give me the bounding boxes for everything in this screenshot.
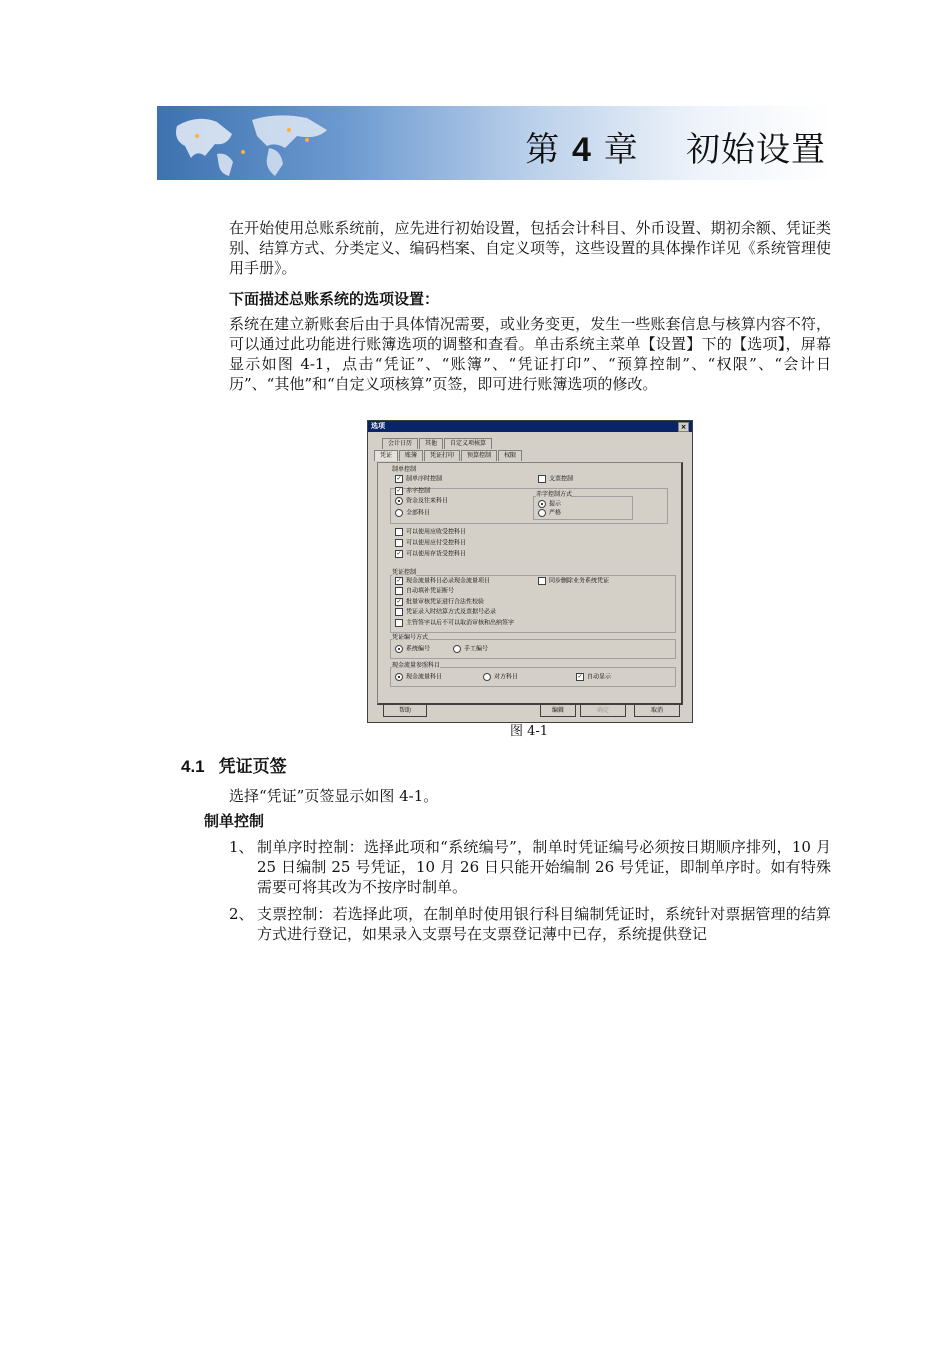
radio-hint[interactable]: 提示 xyxy=(538,500,561,509)
section-intro: 选择“凭证”页签显示如图 4-1。 xyxy=(229,787,439,805)
checkbox-inventory[interactable]: ✓ 可以使用存货受控科目 xyxy=(396,550,467,558)
close-icon[interactable]: × xyxy=(678,422,689,432)
radio-contra-account[interactable]: 对方科目 xyxy=(483,673,518,682)
tab-voucher[interactable]: 凭证 xyxy=(374,450,398,461)
checkbox-fill-gap[interactable]: 自动填补凭证断号 xyxy=(395,587,454,596)
options-dialog xyxy=(367,420,693,723)
checkbox-seq[interactable]: ✓ 制单序时控制 xyxy=(396,475,443,483)
edit-button[interactable]: 编辑 xyxy=(540,704,576,717)
checkbox-batch-audit[interactable]: ✓ 批量审核凭证进行合法性校验 xyxy=(396,598,485,606)
list-item: 2、 支票控制：若选择此项，在制单时使用银行科目编制凭证时，系统针对票据管理的结算方式进行登记，如果录入支票号在支票登记薄中已存，系统提供登记 xyxy=(229,905,831,943)
tab-other[interactable]: 其他 xyxy=(419,438,443,449)
dialog-titlebar: 选项 × xyxy=(368,421,692,432)
radio-manual-number[interactable]: 手工编号 xyxy=(453,645,488,654)
chapter-banner xyxy=(157,106,832,180)
checkbox-sync-delete[interactable]: 同步删除业务系统凭证 xyxy=(538,577,609,586)
cancel-button[interactable]: 取消 xyxy=(634,704,680,717)
checkbox-settle-required[interactable]: 凭证录入时结算方式及票据号必录 xyxy=(395,608,496,617)
numbering-group xyxy=(390,639,676,659)
checkbox-red[interactable]: ✓ 赤字控制 xyxy=(396,487,431,495)
options-paragraph: 系统在建立新账套后由于具体情况需要，或业务变更，发生一些账套信息与核算内容不符，可以通过此功能进行账簿选项的调整和查看。单击系统主菜单【设置】下的【选项】，屏幕显示如图 4-1，点击“凭证”、“账簿”、“凭证打印”、“预算控制”、“权限”、“会计日历”、“其他”和“自定义项核算”页签，即可进行账簿选项的修改。 xyxy=(229,315,831,393)
checkbox-check-control[interactable]: 支票控制 xyxy=(538,475,573,484)
tab-row-front xyxy=(374,450,523,460)
tab-ledger[interactable]: 账簿 xyxy=(399,450,423,461)
group-title-voucher: 凭证控制 xyxy=(392,569,417,576)
radio-system-number[interactable]: 系统编号 xyxy=(395,645,430,654)
chapter-title: 第 4 章 初始设置 xyxy=(525,130,826,170)
checkbox-auto-display[interactable]: ✓ 自动显示 xyxy=(577,673,612,681)
subheading-control: 制单控制 xyxy=(204,812,265,830)
group-title-cashref: 现金流量参照科目 xyxy=(392,662,441,669)
checkbox-cash[interactable]: ✓ 现金流量科目必录现金流量项目 xyxy=(396,577,491,585)
tab-custom[interactable]: 自定义项核算 xyxy=(444,438,492,449)
tab-calendar[interactable]: 会计日历 xyxy=(382,438,418,449)
group-title-control: 制单控制 xyxy=(392,466,417,473)
section-heading: 4.1 凭证页签 xyxy=(181,757,287,777)
tab-permission[interactable]: 权限 xyxy=(498,450,522,461)
tab-budget[interactable]: 预算控制 xyxy=(461,450,497,461)
checkbox-ar[interactable]: 可以使用应收受控科目 xyxy=(395,528,466,537)
radio-cash-account[interactable]: 现金流量科目 xyxy=(395,673,442,682)
voucher-panel xyxy=(377,462,683,705)
help-button[interactable]: 帮助 xyxy=(383,704,427,717)
figure-caption: 图 4-1 xyxy=(510,724,549,739)
radio-fund[interactable]: 资金及往来科目 xyxy=(395,497,448,506)
intro-paragraph: 在开始使用总账系统前，应先进行初始设置，包括会计科目、外币设置、期初余额、凭证类别、结算方式、分类定义、编码档案、自定义项等，这些设置的具体操作详见《系统管理使用手册》。 xyxy=(229,219,831,277)
radio-all-accounts[interactable]: 全部科目 xyxy=(395,509,430,518)
list-item: 1、 制单序时控制：选择此项和“系统编号”，制单时凭证编号必须按日期顺序排列，10 月 25 日编制 25 号凭证，10 月 26 日只能开始编制 26 号凭证，即制单序时。如有特殊需要可将其改为不按序时制单。 xyxy=(229,838,831,896)
radio-strict[interactable]: 严格 xyxy=(538,509,561,518)
checkbox-no-cancel[interactable]: 主管签字以后不可以取消审核和出纳签字 xyxy=(395,619,514,628)
ok-button[interactable]: 确定 xyxy=(580,704,626,717)
subheading: 下面描述总账系统的选项设置： xyxy=(229,290,440,308)
tab-voucher-print[interactable]: 凭证打印 xyxy=(424,450,460,461)
group-title-numbering: 凭证编号方式 xyxy=(392,634,429,641)
checkbox-ap[interactable]: 可以使用应付受控科目 xyxy=(395,539,466,548)
group-title-red-mode: 赤字控制方式 xyxy=(536,491,573,498)
tab-row-back xyxy=(382,438,493,448)
world-map-icon xyxy=(157,106,357,180)
